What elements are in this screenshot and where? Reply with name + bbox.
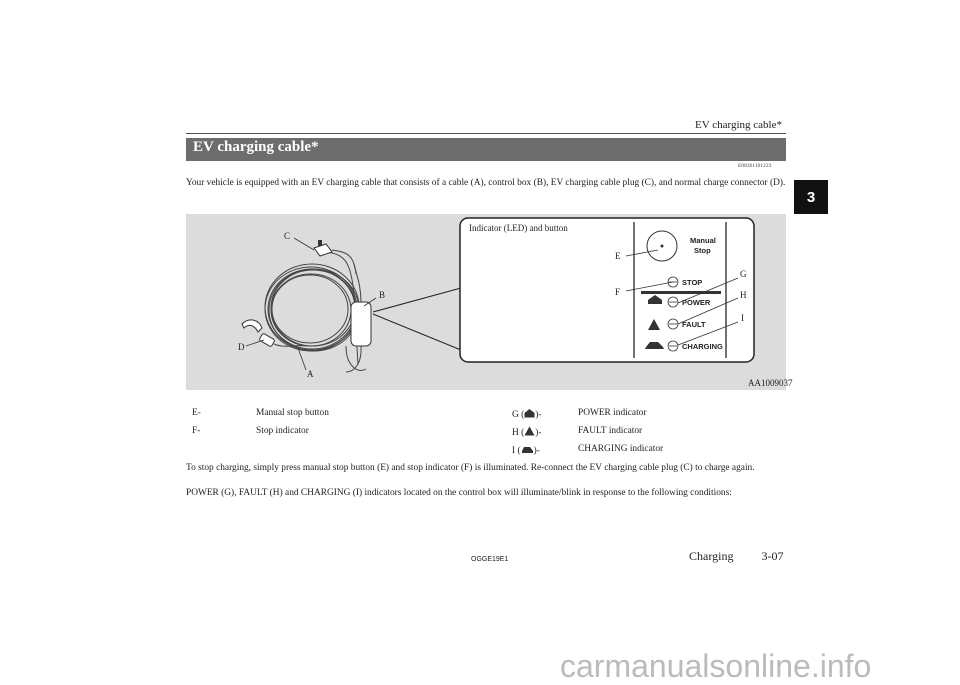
legend-key-f: F-: [192, 426, 201, 436]
legend-key-g: G ( )-: [512, 410, 542, 420]
legend-text-h: FAULT indicator: [578, 426, 643, 436]
legend-text-g: POWER indicator: [578, 408, 647, 418]
callout-a: A: [307, 369, 314, 379]
fault-indicator-label: FAULT: [682, 320, 706, 329]
watermark: carmanualsonline.info: [560, 648, 872, 684]
callout-b: B: [379, 290, 386, 300]
body-paragraph-indicators: POWER (G), FAULT (H) and CHARGING (I) indicators located on the control box will illuminate/blink in response to the following conditions:: [186, 488, 732, 498]
power-indicator-label: POWER: [682, 298, 711, 307]
intro-paragraph: Your vehicle is equipped with an EV charging cable that consists of a cable (A), control box (B), EV charging cable plug (C), and normal charge connector (D).: [186, 178, 786, 188]
figure-illustration: [186, 214, 793, 390]
indicator-inset: [460, 218, 754, 362]
warning-triangle-icon: [524, 426, 535, 436]
footer-page-info: [689, 549, 783, 564]
callout-i: I: [741, 313, 744, 323]
footer-doc-code: OGGE19E1: [471, 556, 509, 563]
callout-e: E: [615, 251, 621, 261]
legend-key-e: E-: [192, 408, 201, 418]
charging-indicator-label: CHARGING: [682, 342, 723, 351]
callout-f: F: [615, 287, 621, 297]
chapter-tab: 3: [794, 180, 828, 214]
house-icon: [524, 408, 535, 418]
callout-c: C: [284, 231, 291, 241]
inset-caption: Indicator (LED) and button: [469, 223, 568, 233]
legend-key-i: I ( )-: [512, 446, 540, 456]
figure-charging-cable: [186, 214, 793, 390]
running-header-title: EV charging cable*: [695, 119, 782, 131]
section-ref-code: E08301101223: [738, 163, 772, 169]
legend-text-i: CHARGING indicator: [578, 444, 664, 454]
callout-h: H: [740, 290, 747, 300]
legend-key-h: H ( )-: [512, 428, 542, 438]
callout-d: D: [238, 342, 245, 352]
zoom-lines: [373, 288, 461, 350]
section-title: EV charging cable*: [193, 139, 319, 155]
stop-label: Stop: [694, 246, 711, 255]
callout-g: G: [740, 269, 747, 279]
legend-text-e: Manual stop button: [256, 408, 329, 418]
footer-page-number: 3-07: [761, 549, 784, 563]
body-paragraph-stop-charging: To stop charging, simply press manual stop button (E) and stop indicator (F) is illuminated. Re-connect the EV charging cable plug (C) to charge again.: [186, 463, 755, 473]
car-icon: [521, 444, 534, 454]
header-rule: [186, 133, 786, 134]
legend-text-f: Stop indicator: [256, 426, 309, 436]
manual-label: Manual: [690, 236, 716, 245]
stop-indicator-label: STOP: [682, 278, 703, 287]
footer-chapter: Charging: [689, 549, 734, 563]
figure-id: AA1009037: [748, 378, 793, 388]
